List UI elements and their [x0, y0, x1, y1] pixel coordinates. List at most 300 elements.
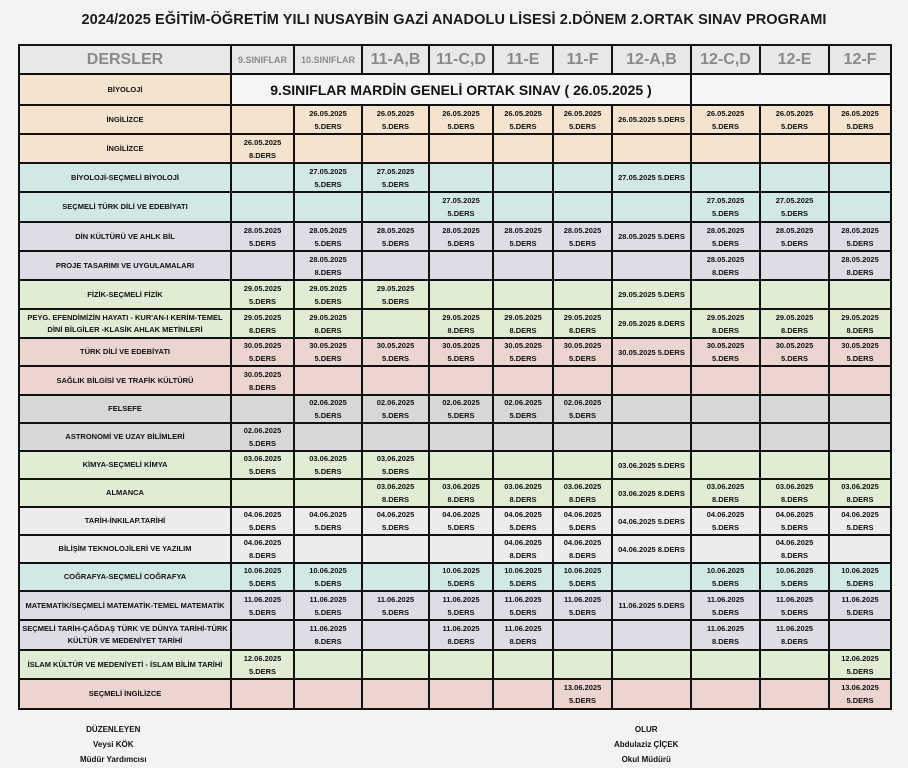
exam-cell — [553, 251, 612, 280]
exam-cell — [553, 535, 612, 563]
exam-period: 5.DERS — [846, 579, 874, 588]
exam-cell — [429, 309, 493, 338]
exam-cell — [691, 134, 760, 163]
exam-cell — [829, 105, 891, 134]
exam-cell — [231, 222, 294, 251]
exam-date: 30.05.2025 — [243, 341, 282, 350]
exam-cell — [231, 535, 294, 563]
exam-cell — [493, 280, 553, 309]
exam-date: 30.05.2025 — [504, 341, 542, 350]
exam-period: 5.DERS — [381, 411, 410, 420]
column-header-12-f: 12-F — [829, 45, 891, 74]
exam-cell — [429, 507, 493, 535]
exam-date: 11.06.2025 — [775, 624, 814, 633]
exam-cell — [231, 563, 294, 591]
exam-date: 11.06.2025 — [706, 594, 745, 604]
exam-cell — [231, 251, 294, 280]
exam-date: 11.06.2025 — [442, 594, 480, 604]
exam-date: 29.05.2025 — [775, 312, 814, 322]
exam-date: 26.05.2025 — [841, 108, 879, 118]
exam-date: 04.06.2025 5.DERS — [618, 516, 685, 526]
exam-cell — [231, 105, 294, 134]
table-row — [19, 366, 891, 395]
subject-label: BİYOLOJİ-SEÇMELİ BİYOLOJİ — [19, 163, 231, 192]
exam-cell — [829, 366, 891, 395]
exam-period: 5.DERS — [381, 523, 410, 532]
exam-date: 12.06.2025 — [243, 653, 282, 663]
exam-cell — [362, 192, 429, 222]
column-header-11-e: 11-E — [493, 45, 553, 74]
exam-date: 11.06.2025 — [775, 594, 814, 604]
exam-cell — [429, 591, 493, 620]
exam-cell — [362, 451, 429, 479]
exam-cell — [760, 309, 829, 338]
exam-cell — [612, 591, 691, 620]
exam-date: 11.06.2025 — [563, 594, 602, 604]
exam-date: 30.05.2025 — [376, 341, 415, 350]
exam-cell — [612, 105, 691, 134]
exam-period: 8.DERS — [509, 551, 537, 560]
exam-period: 8.DERS — [780, 551, 809, 560]
exam-date: 30.05.2025 — [243, 369, 282, 379]
exam-period: 5.DERS — [780, 523, 809, 532]
exam-cell — [553, 423, 612, 451]
exam-cell — [362, 535, 429, 563]
column-header-11-f: 11-F — [553, 45, 612, 74]
exam-cell — [760, 423, 829, 451]
exam-date: 02.06.2025 — [504, 398, 542, 407]
table-row — [19, 423, 891, 451]
exam-period: 5.DERS — [381, 238, 410, 248]
subject-label: KİMYA-SEÇMELİ KİMYA — [19, 451, 231, 479]
exam-date: 10.06.2025 — [563, 566, 602, 575]
exam-date: 29.05.2025 — [309, 312, 347, 322]
subject-label: TÜRK DİLİ VE EDEBİYATI — [19, 338, 231, 366]
exam-period: 8.DERS — [568, 495, 597, 504]
exam-period: 8.DERS — [711, 495, 740, 504]
exam-cell — [231, 620, 294, 650]
exam-date: 27.05.2025 — [775, 196, 814, 205]
exam-cell — [829, 679, 891, 709]
exam-period: 8.DERS — [447, 325, 475, 335]
exam-period: 5.DERS — [780, 607, 809, 617]
signature-left — [80, 722, 147, 767]
exam-period: 5.DERS — [711, 523, 740, 532]
exam-period: 5.DERS — [780, 579, 809, 588]
exam-cell — [612, 309, 691, 338]
exam-period: 5.DERS — [711, 209, 740, 218]
exam-cell — [429, 366, 493, 395]
exam-cell — [231, 163, 294, 192]
exam-period: 5.DERS — [314, 354, 342, 363]
exam-cell — [294, 192, 362, 222]
exam-cell — [231, 366, 294, 395]
exam-cell — [760, 338, 829, 366]
exam-date: 29.05.2025 — [706, 312, 745, 322]
exam-date: 11.06.2025 — [442, 624, 480, 633]
exam-cell — [231, 591, 294, 620]
exam-cell — [429, 251, 493, 280]
exam-cell — [362, 251, 429, 280]
exam-date: 04.06.2025 — [376, 510, 415, 519]
exam-cell — [612, 251, 691, 280]
exam-period: 5.DERS — [509, 523, 537, 532]
exam-cell — [231, 650, 294, 679]
exam-period: 5.DERS — [248, 296, 277, 306]
exam-cell — [829, 620, 891, 650]
exam-cell — [294, 163, 362, 192]
exam-date: 29.05.2025 — [243, 312, 282, 322]
exam-period: 8.DERS — [447, 637, 475, 646]
header-row — [19, 45, 891, 74]
exam-cell — [362, 222, 429, 251]
exam-cell — [429, 423, 493, 451]
exam-cell — [362, 620, 429, 650]
exam-date: 02.06.2025 — [442, 398, 480, 407]
exam-cell — [829, 507, 891, 535]
exam-date: 30.05.2025 5.DERS — [618, 347, 685, 357]
exam-date: 03.06.2025 — [442, 482, 480, 491]
subject-label: BİLİŞİM TEKNOLOJİLERİ VE YAZILIM — [19, 535, 231, 563]
exam-cell — [829, 563, 891, 591]
exam-cell — [231, 280, 294, 309]
exam-cell — [691, 309, 760, 338]
exam-period: 8.DERS — [711, 267, 740, 277]
exam-cell — [429, 222, 493, 251]
exam-cell — [294, 650, 362, 679]
exam-date: 26.05.2025 — [442, 108, 480, 118]
exam-cell — [553, 591, 612, 620]
subject-label: İSLAM KÜLTÜR VE MEDENİYETİ - İSLAM BİLİM TARİHİ — [19, 650, 231, 679]
exam-date: 26.05.2025 — [706, 108, 745, 118]
exam-cell — [294, 679, 362, 709]
exam-date: 11.06.2025 — [376, 594, 415, 604]
table-row — [19, 591, 891, 620]
exam-period: 5.DERS — [846, 607, 874, 617]
exam-date: 29.05.2025 8.DERS — [618, 319, 685, 328]
exam-cell — [553, 451, 612, 479]
exam-period: 5.DERS — [447, 579, 475, 588]
exam-period: 8.DERS — [248, 325, 277, 335]
exam-cell — [612, 395, 691, 423]
exam-date: 30.05.2025 — [775, 341, 814, 350]
exam-cell — [362, 679, 429, 709]
exam-cell — [553, 309, 612, 338]
exam-date: 30.05.2025 — [841, 341, 879, 350]
exam-period: 5.DERS — [846, 354, 874, 363]
exam-date: 13.06.2025 — [841, 683, 879, 692]
exam-cell — [760, 222, 829, 251]
exam-date: 10.06.2025 — [243, 566, 282, 575]
exam-period: 8.DERS — [248, 150, 277, 160]
exam-cell — [760, 591, 829, 620]
exam-date: 03.06.2025 — [504, 482, 542, 491]
exam-cell — [760, 507, 829, 535]
exam-cell — [691, 222, 760, 251]
exam-date: 11.06.2025 — [504, 594, 542, 604]
exam-cell — [760, 679, 829, 709]
exam-cell — [691, 479, 760, 507]
exam-date: 02.06.2025 — [309, 398, 347, 407]
exam-period: 8.DERS — [780, 495, 809, 504]
exam-date: 04.06.2025 — [775, 510, 814, 519]
exam-date: 27.05.2025 — [309, 166, 347, 176]
exam-cell — [362, 423, 429, 451]
exam-date: 29.05.2025 — [243, 283, 282, 293]
exam-date: 29.05.2025 — [841, 312, 879, 322]
exam-date: 26.05.2025 — [309, 108, 347, 118]
exam-period: 5.DERS — [248, 666, 277, 676]
exam-cell — [493, 535, 553, 563]
exam-period: 8.DERS — [381, 495, 410, 504]
exam-cell — [829, 395, 891, 423]
exam-cell — [691, 620, 760, 650]
exam-date: 29.05.2025 — [442, 312, 480, 322]
column-header-12-e: 12-E — [760, 45, 829, 74]
banner-row — [19, 74, 891, 105]
subject-label: PROJE TASARIMI VE UYGULAMALARI — [19, 251, 231, 280]
exam-cell — [760, 479, 829, 507]
exam-cell — [231, 395, 294, 423]
table-row — [19, 650, 891, 679]
exam-cell — [429, 563, 493, 591]
signature-right — [614, 722, 678, 767]
exam-cell — [829, 163, 891, 192]
exam-date: 26.05.2025 5.DERS — [618, 115, 685, 124]
exam-cell — [493, 451, 553, 479]
table-row — [19, 251, 891, 280]
exam-date: 29.05.2025 — [563, 312, 602, 322]
column-header-12-ab: 12-A,B — [612, 45, 691, 74]
exam-cell — [612, 620, 691, 650]
exam-cell — [612, 507, 691, 535]
subject-label: ASTRONOMİ VE UZAY BİLİMLERİ — [19, 423, 231, 451]
exam-period: 8.DERS — [248, 382, 277, 392]
exam-cell — [294, 366, 362, 395]
exam-cell — [493, 620, 553, 650]
exam-date: 11.06.2025 5.DERS — [618, 601, 685, 610]
exam-period: 5.DERS — [248, 579, 277, 588]
exam-cell — [231, 679, 294, 709]
exam-cell — [691, 338, 760, 366]
exam-period: 5.DERS — [381, 354, 410, 363]
signature-name: Abdulaziz ÇİÇEK — [614, 740, 679, 749]
exam-period: 5.DERS — [248, 467, 277, 476]
exam-cell — [691, 395, 760, 423]
exam-period: 5.DERS — [568, 696, 597, 705]
exam-period: 5.DERS — [568, 238, 597, 248]
exam-cell — [691, 192, 760, 222]
signature-role: Okul Müdürü — [621, 755, 671, 764]
exam-cell — [612, 163, 691, 192]
exam-date: 03.06.2025 — [775, 482, 814, 491]
exam-date: 29.05.2025 — [504, 312, 542, 322]
exam-date: 03.06.2025 — [563, 482, 602, 491]
table-row — [19, 479, 891, 507]
exam-cell — [553, 338, 612, 366]
exam-date: 29.05.2025 — [376, 283, 415, 293]
exam-cell — [429, 479, 493, 507]
exam-cell — [294, 507, 362, 535]
exam-date: 28.05.2025 — [442, 225, 480, 235]
exam-period: 5.DERS — [509, 238, 537, 248]
subject-label: İNGİLİZCE — [19, 134, 231, 163]
exam-period: 5.DERS — [381, 467, 410, 476]
table-row — [19, 563, 891, 591]
exam-period: 5.DERS — [568, 579, 597, 588]
exam-period: 5.DERS — [447, 411, 475, 420]
exam-cell — [294, 479, 362, 507]
table-row — [19, 395, 891, 423]
exam-cell — [760, 105, 829, 134]
exam-period: 5.DERS — [711, 238, 740, 248]
exam-date: 04.06.2025 — [243, 510, 282, 519]
exam-cell — [553, 163, 612, 192]
exam-period: 5.DERS — [568, 121, 597, 131]
exam-cell — [362, 591, 429, 620]
exam-cell — [691, 507, 760, 535]
exam-cell — [362, 507, 429, 535]
exam-cell — [362, 105, 429, 134]
exam-cell — [362, 366, 429, 395]
exam-cell — [493, 309, 553, 338]
page-title: 2024/2025 EĞİTİM-ÖĞRETİM YILI NUSAYBİN GAZİ ANADOLU LİSESİ 2.DÖNEM 2.ORTAK SINAV PROGRAMI — [81, 12, 827, 28]
exam-period: 8.DERS — [846, 267, 874, 277]
exam-date: 03.06.2025 — [376, 482, 415, 491]
exam-period: 5.DERS — [711, 354, 740, 363]
exam-date: 26.05.2025 — [376, 108, 415, 118]
exam-cell — [429, 105, 493, 134]
exam-period: 5.DERS — [314, 579, 342, 588]
exam-period: 8.DERS — [314, 267, 342, 277]
exam-cell — [493, 507, 553, 535]
exam-date: 02.06.2025 — [376, 398, 415, 407]
exam-date: 04.06.2025 — [243, 538, 282, 547]
exam-cell — [294, 105, 362, 134]
exam-period: 5.DERS — [314, 238, 342, 248]
exam-period: 5.DERS — [314, 467, 342, 476]
exam-period: 5.DERS — [314, 523, 342, 532]
subject-label: TARİH-İNKILAP.TARİHİ — [19, 507, 231, 535]
exam-date: 12.06.2025 — [841, 653, 879, 663]
exam-period: 8.DERS — [314, 325, 342, 335]
exam-cell — [429, 620, 493, 650]
exam-cell — [429, 650, 493, 679]
exam-cell — [612, 366, 691, 395]
exam-period: 5.DERS — [780, 121, 809, 131]
subject-label: İNGİLİZCE — [19, 105, 231, 134]
exam-cell — [231, 479, 294, 507]
exam-cell — [612, 280, 691, 309]
table-row — [19, 535, 891, 563]
subject-label: DİN KÜLTÜRÜ VE AHLK BİL — [19, 222, 231, 251]
exam-cell — [691, 591, 760, 620]
exam-cell — [691, 563, 760, 591]
subject-label: FİZİK-SEÇMELİ FİZİK — [19, 280, 231, 309]
signature-name: Veysi KÖK — [93, 740, 134, 749]
exam-period: 5.DERS — [447, 238, 475, 248]
table-row — [19, 338, 891, 366]
exam-date: 04.06.2025 — [841, 510, 879, 519]
exam-cell — [829, 251, 891, 280]
exam-period: 8.DERS — [248, 551, 277, 560]
exam-date: 11.06.2025 — [841, 594, 879, 604]
exam-cell — [760, 535, 829, 563]
exam-cell — [362, 163, 429, 192]
exam-period: 5.DERS — [568, 523, 597, 532]
exam-date: 28.05.2025 — [841, 225, 879, 235]
exam-cell — [553, 395, 612, 423]
exam-cell — [553, 563, 612, 591]
exam-period: 5.DERS — [381, 179, 410, 189]
exam-period: 5.DERS — [381, 296, 410, 306]
exam-cell — [691, 251, 760, 280]
exam-cell — [612, 338, 691, 366]
exam-cell — [362, 338, 429, 366]
exam-date: 04.06.2025 — [504, 510, 542, 519]
exam-date: 29.05.2025 — [309, 283, 347, 293]
table-row — [19, 134, 891, 163]
exam-cell — [553, 507, 612, 535]
exam-cell — [612, 679, 691, 709]
exam-cell — [553, 620, 612, 650]
exam-date: 02.06.2025 — [243, 426, 282, 435]
exam-date: 30.05.2025 — [706, 341, 745, 350]
exam-cell — [612, 451, 691, 479]
exam-cell — [429, 134, 493, 163]
exam-date: 10.06.2025 — [504, 566, 542, 575]
exam-period: 8.DERS — [568, 325, 597, 335]
exam-cell — [760, 163, 829, 192]
exam-period: 5.DERS — [846, 238, 874, 248]
exam-period: 5.DERS — [314, 296, 342, 306]
exam-cell — [691, 280, 760, 309]
exam-cell — [362, 563, 429, 591]
exam-cell — [829, 423, 891, 451]
exam-period: 5.DERS — [509, 579, 537, 588]
exam-cell — [294, 134, 362, 163]
exam-date: 27.05.2025 — [706, 196, 745, 205]
exam-period: 8.DERS — [780, 325, 809, 335]
exam-date: 26.05.2025 — [563, 108, 602, 118]
exam-cell — [493, 650, 553, 679]
exam-cell — [429, 395, 493, 423]
exam-date: 02.06.2025 — [563, 398, 602, 407]
exam-date: 28.05.2025 — [706, 254, 745, 264]
exam-date: 11.06.2025 — [504, 624, 542, 633]
exam-period: 5.DERS — [846, 121, 874, 131]
exam-schedule-table — [18, 44, 892, 710]
exam-cell — [493, 479, 553, 507]
exam-cell — [493, 163, 553, 192]
exam-date: 30.05.2025 — [563, 341, 602, 350]
exam-cell — [553, 222, 612, 251]
exam-cell — [231, 338, 294, 366]
exam-date: 04.06.2025 — [504, 538, 542, 547]
exam-period: 5.DERS — [447, 354, 475, 363]
exam-period: 5.DERS — [381, 607, 410, 617]
exam-date: 11.06.2025 — [243, 594, 282, 604]
table-row — [19, 163, 891, 192]
exam-date: 28.05.2025 — [309, 225, 347, 235]
exam-period: 8.DERS — [846, 325, 874, 335]
exam-cell — [760, 134, 829, 163]
subject-label: FELSEFE — [19, 395, 231, 423]
exam-date: 10.06.2025 — [775, 566, 814, 575]
exam-date: 28.05.2025 — [309, 254, 347, 264]
table-row — [19, 451, 891, 479]
table-row — [19, 679, 891, 709]
